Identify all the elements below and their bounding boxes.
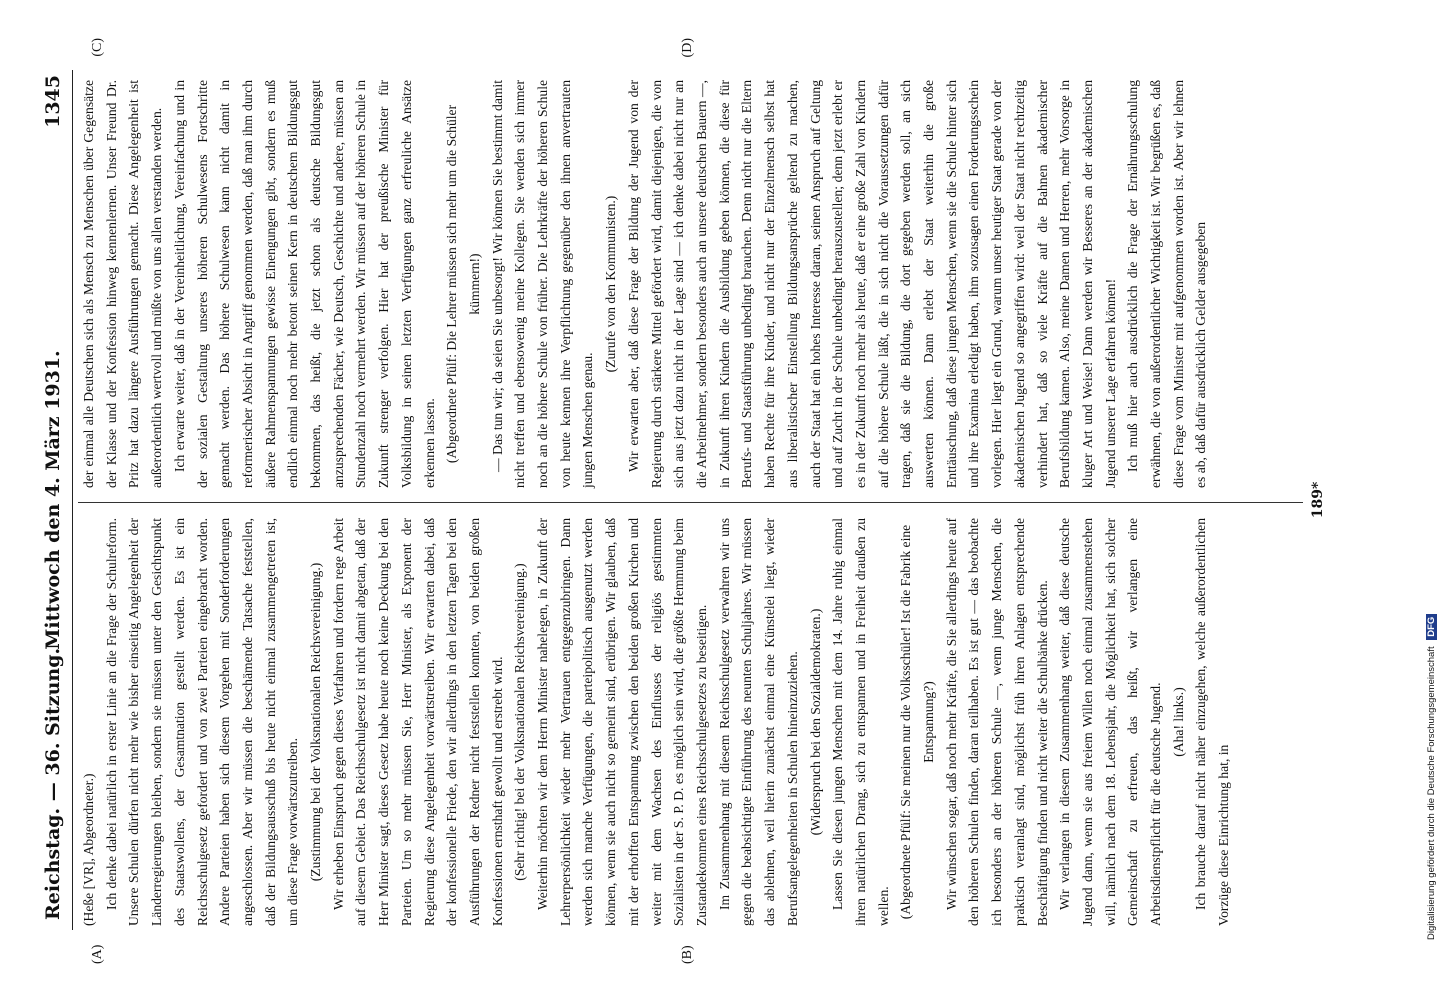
session-header: Reichstag. — 36. Sitzung. bbox=[42, 647, 64, 920]
interjection-paragraph: (Abgeordnete Pfülf: Sie meinen nur die Volksschüler! Ist die Fabrik eine Entspannung?) bbox=[898, 524, 937, 920]
body-paragraph: Weiterhin möchten wir dem Herrn Minister nahelegen, in Zukunft der Lehrerpersönlichkeit wieder mehr Vertrauen entgegenzubringen. Dann werden sich manche Verfügungen, die parteipolitisch ausgenutzt werden können, wenn sie auch nicht so gemeint sind, erübrigen. Wir glauben, daß mit der erhofften Entspannung zwischen den beiden großen Kirchen und weiter mit dem Wachsen des Einflusses der religiös gestimmten Sozialisten in der S. P. D. es möglich sein wird, die größte Hemmung beim Zustandekommen eines Reichsschulgesetzes zu beseitigen. bbox=[535, 518, 709, 926]
body-paragraph: — Das tun wir; da seien Sie unbesorgt! Wir können Sie bestimmt damit nicht treffen und ebensowenig meine Kollegen. Sie wenden sich immer noch an die höhere Schule von früher. Die Lehrkräfte der höheren Schule von heute kennen ihre Verpflichtung gegenüber den ihnen anvertrauten jungen Menschen genau. bbox=[489, 80, 596, 488]
digitization-credit bbox=[1426, 80, 1440, 940]
date-header: Mittwoch den 4. März 1931. bbox=[42, 350, 64, 650]
body-paragraph: Ich muß hier auch ausdrücklich die Frage der Ernährungsschulung erwähnen, die von außerordentlicher Wichtigkeit ist. Wir begrüßen es, daß diese Frage vom Minister mit aufgenommen worden ist. Aber wir lehnen es ab, daß dafür ausdrücklich Gelder ausgegeben bbox=[1125, 80, 1209, 488]
interjection-paragraph: (Aha! links.) bbox=[1170, 687, 1186, 757]
interjection-paragraph: (Sehr richtig! bei der Volksnationalen Reichsvereinigung.) bbox=[512, 563, 528, 881]
dfg-logo: DFG bbox=[1426, 614, 1437, 640]
body-paragraph: Ich erwarte weiter, daß in der Vereinheitlichung, Vereinfachung und in der sozialen Gestaltung unseres höheren Schulwesens Fortschritte gemacht werden. Das höhere Schulwesen kann nicht damit in reformerischer Absicht in Angriff genommen werden, daß man ihm durch äußere Rahmenspannungen gewisse Einengungen gibt, sondern es muß endlich einmal noch mehr betont seinen Kern in deutschem Bildungsgut bekommen, das heißt, die jetzt schon als deutsche Bildungsgut anzusprechenden Fächer, wie Deutsch, Geschichte und andere, müssen an Stundenzahl noch vermehrt werden. Wir müssen auf der höheren Schule in Zukunft strenger verfolgen. Hier hat der preußische Minister für Volksbildung in seinen letzten Verfügungen ganz erfreuliche Ansätze erkennen lassen. bbox=[171, 80, 437, 488]
right-text-column bbox=[78, 80, 1303, 488]
header-rule bbox=[72, 70, 73, 930]
signature-mark: 189* bbox=[1310, 481, 1326, 519]
body-paragraph: Im Zusammenhang mit diesem Reichsschulgesetz verwahren wir uns gegen die beabsichtigte Einführung des neunten Schuljahres. Wir müssen das ablehnen, weil hierin zunächst einmal eine Künstelei liegt, wieder Berufsangelegenheiten in Schulen hineinzuziehen. bbox=[716, 518, 800, 926]
interjection-paragraph: (Zustimmung bei der Volksnationalen Reichsvereinigung.) bbox=[308, 562, 324, 882]
body-paragraph: Wir erheben Einspruch gegen dieses Verfahren und fordern rege Arbeit auf diesem Gebiet. Das Reichsschulgesetz ist nicht damit abgetan, daß der Herr Minister sagt, dieses Gesetz habe heute noch keine Deckung bei den Parteien. Um so mehr müssen Sie, Herr Minister, als Exponent der Regierung diese Angelegenheit vorwärtstreiben. Wir erwarten dabei, daß der konfessionelle Friede, den wir allerdings in den letzten Tagen bei den Ausführungen der Redner nicht feststellen konnten, von beiden großen Konfessionen ernsthaft gewollt und erstrebt wird. bbox=[330, 518, 505, 926]
body-paragraph: Wir verlangen in diesem Zusammenhang weiter, daß diese deutsche Jugend dann, wenn sie aus freiem Willen noch einmal zusammenstehen will, nämlich nach dem 18. Lebensjahr, die Möglichkeit hat, sich solcher Gemeinschaft zu erfreuen, das heißt, wir verlangen eine Arbeitsdienstpflicht für die deutsche Jugend. bbox=[1057, 518, 1164, 926]
interjection-paragraph: (Zurufe von den Kommunisten.) bbox=[603, 195, 619, 373]
body-paragraph: Lassen Sie diesen jungen Menschen mit dem 14. Jahre ruhig einmal ihren natürlichen Drang, sich zu entspannen und in Freiheit draußen zu wellen. bbox=[830, 518, 891, 926]
left-text-column bbox=[78, 518, 1303, 926]
body-paragraph: Ich brauche darauf nicht näher einzugehen, welche außerordentlichen Vorzüge diese Einrichtung hat, in bbox=[1193, 518, 1232, 926]
interjection-paragraph: (Widerspruch bei den Sozialdemokraten.) bbox=[807, 608, 823, 836]
body-paragraph: Wir erwarten aber, daß diese Frage der Bildung der Jugend von der Regierung durch stärkere Mittel gefördert wird, damit diejenigen, die von sich aus jetzt dazu nicht in der Lage sind — ich denke dabei nicht nur an die Arbeitnehmer, sondern besonders auch an unsere deutschen Bauern —, in Zukunft ihren Kindern die Ausbildung geben können, die diese für Berufs- und Staatsführung unbedingt brauchen. Denn nicht nur die Eltern haben Rechte für ihre Kinder, und nicht nur der Einzelmensch selbst hat aus liberalistischer Einstellung Bildungsansprüche geltend zu machen, auch der Staat hat ein hohes Interesse daran, seinen Anspruch auf Geltung und auf Zucht in der Schule unbedingt herauszustellen; denn jetzt erlebt er es in der Zukunft noch mehr als heute, daß er eine große Zahl von Kindern auf die höhere Schule läßt, die in sich nicht die Voraussetzungen dafür tragen, daß sie die Bildung, die dort gegeben werden soll, an sich auswerten können. Dann erlebt der Staat weiterhin die große Enttäuschung, daß diese jungen Menschen, wenn sie die Schule hinter sich und ihre Examina erledigt haben, ihm sozusagen einen Forderungsschein vorlegen. Hier liegt ein Grund, warum unser heutiger Staat gerade von der akademischen Jugend so angegriffen wird: weil der Staat nicht rechtzeitig verhindert hat, daß so viele Kräfte auf die Bahnen akademischer Berufsbildung kamen. Also, meine Damen und Herren, mehr Vorsorge in kluger Art und Weise! Dann werden wir Besseres an der akademischen Jugend unserer Lage erfahren können! bbox=[625, 80, 1118, 488]
body-paragraph: Wir wünschen sogar, daß noch mehr Kräfte, die Sie allerdings heute auf den höheren Schulen finden, daran teilhaben. Es ist gut — das beobachte ich besonders an der höheren Schule —, wenn junge Menschen, die praktisch veranlagt sind, möglichst früh ihren Anlagen entsprechende Beschäftigung finden und nicht weiter die Schulbänke drücken. bbox=[943, 518, 1050, 926]
interjection-paragraph: (Abgeordnete Pfülf: Die Lehrer müssen sich mehr um die Schüler kümmern!) bbox=[444, 104, 482, 464]
margin-mark-d: (D) bbox=[680, 38, 695, 58]
page-number: 1345 bbox=[42, 75, 64, 128]
credit-text: Digitalisierung gefördert durch die Deutsche Forschungsgemeinschaft bbox=[1426, 646, 1437, 940]
body-paragraph: (Heße [VR], Abgeordneter.) bbox=[81, 773, 96, 926]
body-paragraph: der einmal alle Deutschen sich als Mensch zu Menschen über Gegensätze der Klasse und der Konfession hinweg kennenlernen. Unser Freund Dr. Pritz hat dazu längere Ausführungen gemacht. Diese Angelegenheit ist außerordentlich wertvoll und müßte von uns allen verstanden werden. bbox=[81, 80, 165, 488]
rotated-newspaper-page bbox=[30, 38, 1330, 964]
column-divider bbox=[78, 502, 1303, 503]
margin-mark-b: (B) bbox=[680, 945, 695, 964]
body-paragraph: Ich denke dabei natürlich in erster Linie an die Frage der Schulreform. Unsere Schulen dürfen nicht mehr wie bisher einseitig Angelegenheit der Länderregierungen bleiben, sondern sie müssen unter den Gesichtspunkt des Staatswollens, der Gesamtnation gestellt werden. Es ist ein Reichsschulgesetz gefordert und von zwei Parteien eingebracht worden. Andere Parteien haben sich diesem Vorgehen mit Sonderforderungen angeschlossen. Aber wir müssen die beschämende Tatsache feststellen, daß der Bildungsausschuß bis heute nicht einmal zusammengetreten ist, um diese Frage vorwärtszutreiben. bbox=[103, 518, 301, 926]
margin-mark-a: (A) bbox=[90, 944, 105, 964]
margin-mark-c: (C) bbox=[90, 38, 105, 57]
